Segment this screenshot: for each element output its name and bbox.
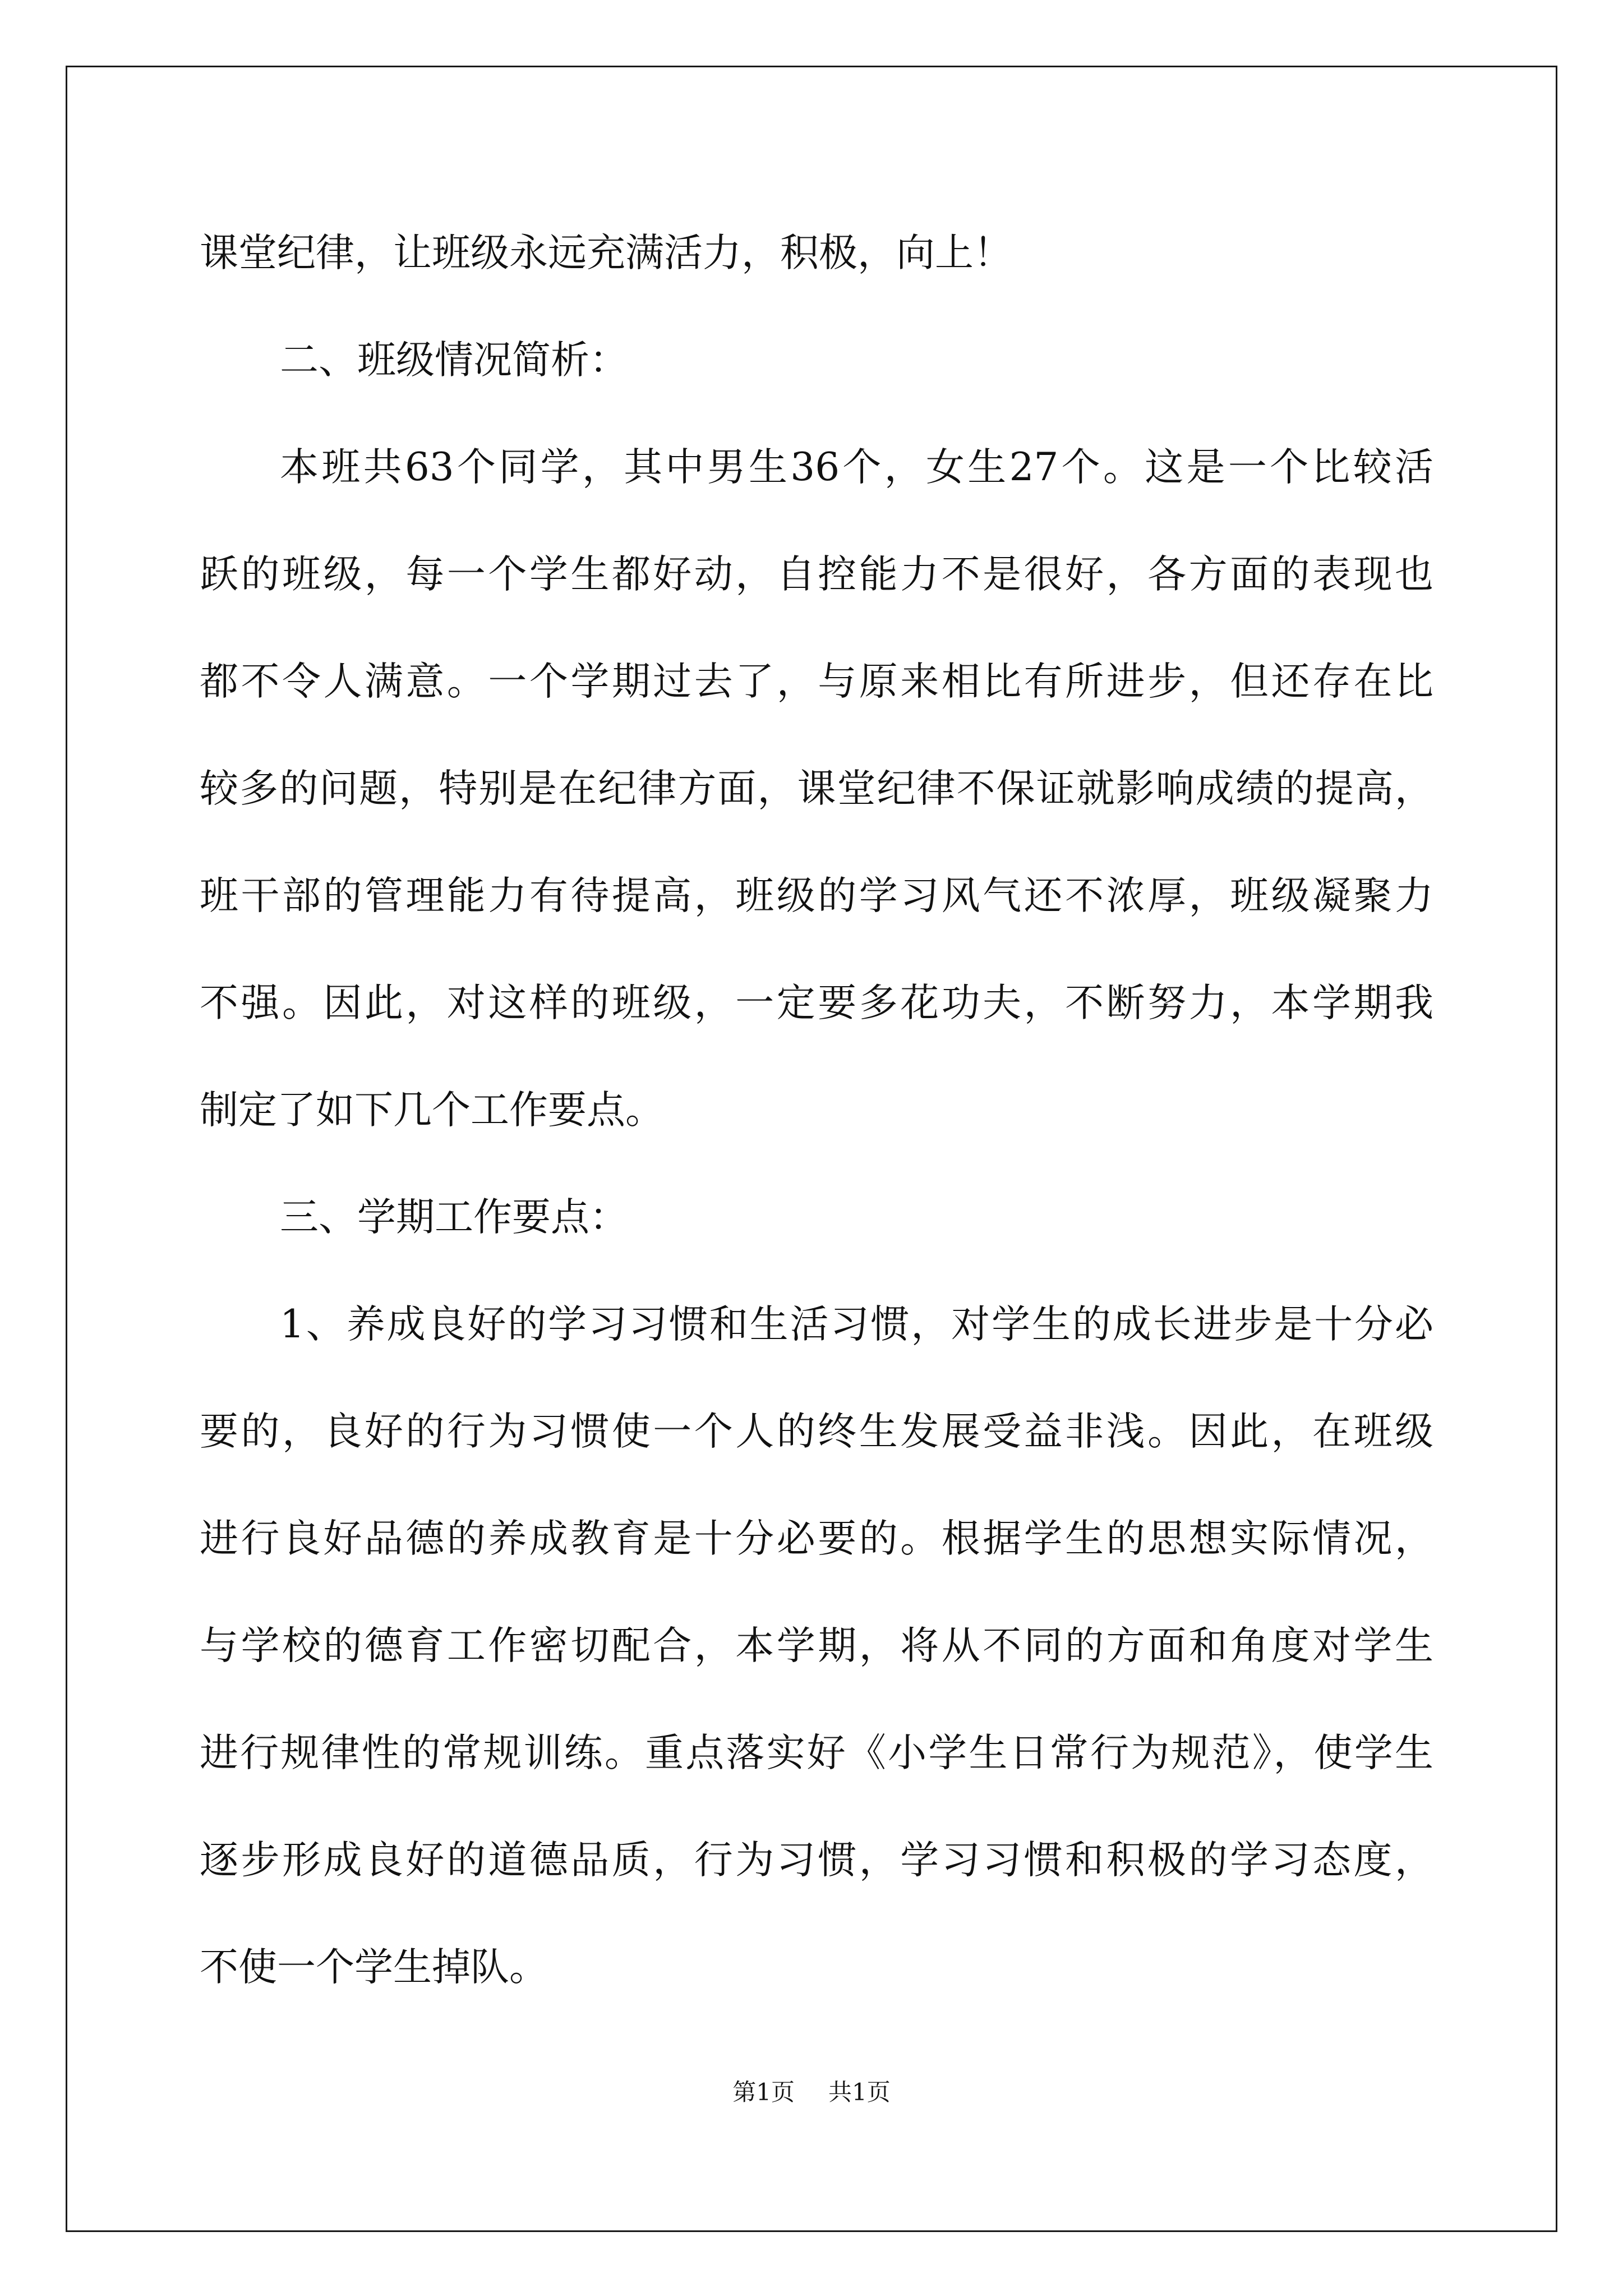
paragraph-line: 跃的班级，每一个学生都好动，自控能力不是很好，各方面的表现也 (200, 552, 1433, 597)
page-number: 第1页 (732, 2078, 795, 2106)
paragraph-line: 不使一个学生掉队。 (200, 1945, 548, 1990)
paragraph-line: 与学校的德育工作密切配合，本学期，将从不同的方面和角度对学生 (200, 1623, 1433, 1668)
paragraph-line: 1、养成良好的学习习惯和生活习惯，对学生的成长进步是十分必 (280, 1302, 1433, 1347)
paragraph-line: 逐步形成良好的道德品质，行为习惯，学习习惯和积极的学习态度， (200, 1838, 1433, 1883)
paragraph-line: 较多的问题，特别是在纪律方面，课堂纪律不保证就影响成绩的提高， (200, 766, 1433, 811)
section-heading-work-points: 三、学期工作要点： (280, 1195, 628, 1240)
paragraph-line: 本班共63个同学，其中男生36个，女生27个。这是一个比较活 (280, 445, 1433, 490)
paragraph-line: 制定了如下几个工作要点。 (200, 1088, 664, 1133)
paragraph-line: 不强。因此，对这样的班级，一定要多花功夫，不断努力，本学期我 (200, 981, 1433, 1025)
paragraph-line: 要的，良好的行为习惯使一个人的终生发展受益非浅。因此，在班级 (200, 1409, 1433, 1454)
document-body (200, 200, 1433, 2021)
paragraph-line: 都不令人满意。一个学期过去了，与原来相比有所进步，但还存在比 (200, 659, 1433, 704)
paragraph-line: 课堂纪律，让班级永远充满活力，积极，向上！ (200, 231, 1012, 275)
paragraph-line: 进行良好品德的养成教育是十分必要的。根据学生的思想实际情况， (200, 1516, 1433, 1561)
section-heading-class-analysis: 二、班级情况简析： (280, 338, 628, 383)
paragraph-line: 班干部的管理能力有待提高，班级的学习风气还不浓厚，班级凝聚力 (200, 873, 1433, 918)
page-footer (0, 2076, 1623, 2109)
paragraph-line: 进行规律性的常规训练。重点落实好《小学生日常行为规范》，使学生 (200, 1731, 1433, 1775)
page-total: 共1页 (828, 2078, 891, 2106)
